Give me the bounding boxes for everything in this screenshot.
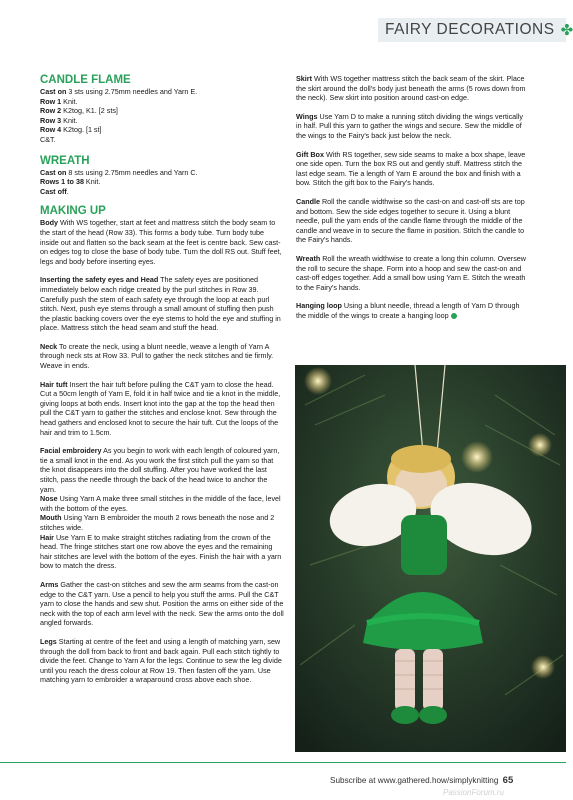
- instruction-paragraph-lead: Nose: [40, 494, 58, 504]
- pattern-row: [40, 116, 284, 126]
- pattern-row-text: K2tog. [1 st]: [61, 125, 102, 135]
- wreath-heading: WREATH: [40, 154, 90, 167]
- instruction-paragraph-text: With WS together, start at feet and mattress stitch the body seam to the start of the head (Row 33). This forms a body tube. Turn body tube inside out and flatten so the back seam at the feet is centre back. Sew cast-on edges tog to close the base of body tube. Turn the doll RS out. Stuff feet, legs and body before inserting eyes.: [40, 218, 282, 266]
- instruction-paragraph-text: To create the neck, using a blunt needle, weave a length of Yarn A through neck sts at Row 33. Pull to gather the neck stitches and tie firmly. Weave in ends.: [40, 341, 274, 371]
- instruction-paragraph-text: As you begin to work with each length of coloured yarn, tie a small knot in the end. As you work the first stitch pull the yarn so that the knot disappears into the doll stuffing. After you have worked the last stitch, pass the needle through the back of the head twice to anchor the yarn.: [40, 446, 280, 494]
- pattern-row-lead: Row 3: [40, 115, 62, 125]
- instruction-paragraph: [40, 494, 284, 513]
- subscribe-text: Subscribe at www.gathered.how/simplyknitting: [330, 776, 499, 785]
- instruction-paragraph: [296, 197, 528, 245]
- pattern-row: [40, 177, 284, 187]
- watermark: PassionForum.ru: [443, 788, 504, 797]
- pattern-row-text: 3 sts using 2.75mm needles and Yarn E.: [66, 87, 198, 96]
- instruction-paragraph-text: Gather the cast-on stitches and sew the arm seams from the cast-on edge to the C&T yarn. Use a pencil to help you stuff the arms. Pull the C&T yarn to close the hands and sew shut. Position the arms on either side of the neck with the top of each arm level with the neck. Sew the arms onto the doll angled forwards.: [40, 579, 284, 628]
- instruction-paragraph-lead: Hair tuft: [40, 379, 68, 389]
- pattern-row-text: Knit.: [61, 115, 78, 125]
- instruction-paragraph: [296, 301, 528, 320]
- instruction-paragraph: [40, 513, 284, 532]
- instruction-paragraph-lead: Hair: [40, 532, 54, 542]
- clover-icon: ✤: [560, 22, 573, 39]
- making-up-continued: [296, 74, 528, 320]
- fairy-illustration: [295, 365, 566, 752]
- instruction-paragraph: [296, 254, 528, 292]
- instruction-paragraph-text: Insert the hair tuft before pulling the C&T yarn to close the head. Cut a 50cm length of Yarn E, fold it in half twice and tie a knot in the middle, giving loops at both ends. Insert knot into the gap at the top the head then pull the C&T yarn to gather the stitches and enclose knot. Sew through the head gathers and enclosed knot to secure the hair tuft. Cut the loops of the hair and trim to 1.5cm.: [40, 379, 281, 437]
- page-footer: [330, 775, 513, 786]
- wreath-pattern: [40, 168, 284, 197]
- instruction-paragraph-lead: Candle: [296, 196, 320, 206]
- instruction-paragraph-text: Starting at centre of the feet and using a length of matching yarn, sew through the doll from back to front and back again. Pull each stitch tightly to divide the feet. Change to Yarn A for the legs. Continue to sew the leg divide until you reach the dress colour at Row 19. Then fasten off the yarn. Use matching yarn to embroider a wraparound cross above each shoe.: [40, 636, 282, 685]
- instruction-paragraph: [40, 218, 284, 266]
- page-number: 65: [502, 775, 514, 786]
- candle-flame-pattern: [40, 87, 284, 145]
- instruction-paragraph-text: With RS together, sew side seams to make a box shape, leave one side open. Turn the box RS out and gently stuff. Mattress stitch the last edge seam. Tie a length of Yarn E around the box and finish with a bow. Stitch the gift box to the Fairy's hands.: [296, 149, 526, 188]
- pattern-row: [40, 106, 284, 116]
- instruction-paragraph-lead: Legs: [40, 636, 57, 646]
- instruction-paragraph-text: With WS together mattress stitch the back seam of the skirt. Place the skirt around the doll's body just beneath the arms (5 rows down from the neck). Sew skirt into position around cast-on edge.: [296, 74, 526, 103]
- pattern-row: [40, 125, 284, 135]
- instruction-paragraph-text: Use Yarn D to make a running stitch dividing the wings vertically in half. Pull this yarn to gather the wings and secure. Sew the middle of the wings to the Fairy's back just below the neck.: [296, 111, 523, 140]
- instruction-paragraph-lead: Hanging loop: [296, 301, 342, 311]
- section-title: FAIRY DECORATIONS: [385, 21, 555, 38]
- pattern-row: [40, 168, 284, 178]
- pattern-row-text: Knit.: [83, 177, 101, 187]
- pattern-row-lead: Cast off: [40, 186, 67, 196]
- instruction-paragraph-text: Use Yarn E to make straight stitches radiating from the crown of the head. The fringe stitches start one row above the eyes and the remaining hair stitches are level with the bottom of the eyes. Finish the hair with a yarn bow to match the dress.: [40, 532, 282, 571]
- pattern-row-text: 8 sts using 2.75mm needles and Yarn C.: [66, 167, 198, 177]
- instruction-paragraph: [40, 380, 284, 438]
- instruction-paragraph-text: Using Yarn A make three small stitches in the middle of the face, level with the bottom of the eyes.: [40, 494, 281, 513]
- instruction-paragraph: [40, 533, 284, 571]
- instruction-paragraph-lead: Arms: [40, 579, 59, 589]
- instruction-paragraph-lead: Gift Box: [296, 149, 324, 159]
- candle-flame-heading: CANDLE FLAME: [40, 74, 131, 86]
- making-up-heading: MAKING UP: [40, 205, 106, 218]
- instruction-paragraph-text: Using a blunt needle, thread a length of Yarn D through the middle of the wings to create a hanging loop: [296, 301, 520, 320]
- pattern-row-text: Knit.: [61, 96, 78, 106]
- instruction-paragraph-lead: Facial embroidery: [40, 446, 102, 456]
- section-header: [378, 18, 573, 42]
- instruction-paragraph-lead: Wreath: [296, 253, 321, 263]
- footer-rule: [0, 762, 566, 763]
- right-column: [296, 74, 528, 320]
- pattern-row-lead: Cast on: [40, 87, 67, 96]
- pattern-row: [40, 87, 284, 97]
- left-column: [40, 74, 284, 685]
- instruction-paragraph-lead: Mouth: [40, 513, 62, 523]
- instruction-paragraph-text: Using Yarn B embroider the mouth 2 rows beneath the nose and 2 stitches wide.: [40, 513, 275, 532]
- pattern-row: [40, 97, 284, 107]
- pattern-row-text: C&T.: [40, 134, 56, 144]
- pattern-row-lead: Cast on: [40, 167, 67, 177]
- instruction-paragraph-lead: Wings: [296, 111, 318, 121]
- pattern-row-text: K2tog, K1. [2 sts]: [61, 106, 118, 116]
- instruction-paragraph-text: Roll the candle widthwise so the cast-on and cast-off sts are top and bottom. Sew the side edges together to secure it. Using a blunt needle, pull the yarn ends of the candle flame through the middle of the candle and weave in to secure the flame in position. Stitch the candle to the Fairy's hands.: [296, 196, 525, 245]
- fairy-photo: [295, 365, 566, 752]
- instruction-paragraph: [40, 637, 284, 685]
- instruction-paragraph-lead: Body: [40, 218, 58, 228]
- instruction-paragraph-lead: Skirt: [296, 74, 312, 83]
- instruction-paragraph-lead: Inserting the safety eyes and Head: [40, 275, 159, 285]
- pattern-row-text: .: [66, 186, 69, 196]
- instruction-paragraph-lead: Neck: [40, 341, 58, 351]
- pattern-row-lead: Row 2: [40, 106, 62, 116]
- pattern-row-lead: Row 4: [40, 125, 62, 135]
- instruction-paragraph: [40, 580, 284, 628]
- end-mark-icon: [451, 313, 457, 319]
- pattern-row: [40, 135, 284, 145]
- pattern-row: [40, 187, 284, 197]
- making-up-instructions: [40, 218, 284, 685]
- pattern-row-lead: Row 1: [40, 96, 62, 106]
- instruction-paragraph-text: The safety eyes are positioned immediately below each ridge created by the purl stitches in Row 39. Carefully push the stem of each safety eye through the loop at each purl stitch. Next, push eye stems through a small amount of stuffing then push the plastic backing covers over the eye stems to hold the eye and stuffing in place. Mattress stitch the head seam and stuff the head.: [40, 275, 281, 333]
- instruction-paragraph: [296, 74, 528, 103]
- instruction-paragraph: [296, 112, 528, 141]
- pattern-row-lead: Rows 1 to 38: [40, 177, 84, 187]
- instruction-paragraph: [40, 446, 284, 494]
- instruction-paragraph-text: Roll the wreath widthwise to create a long thin column. Oversew the roll to secure the shape. Form into a hoop and sew the cast-on and cast-off edges together. Add a small bow using Yarn E. Stitch the wreath to the Fairy's hands.: [296, 253, 526, 292]
- instruction-paragraph: [40, 275, 284, 333]
- instruction-paragraph: [296, 150, 528, 188]
- instruction-paragraph: [40, 342, 284, 371]
